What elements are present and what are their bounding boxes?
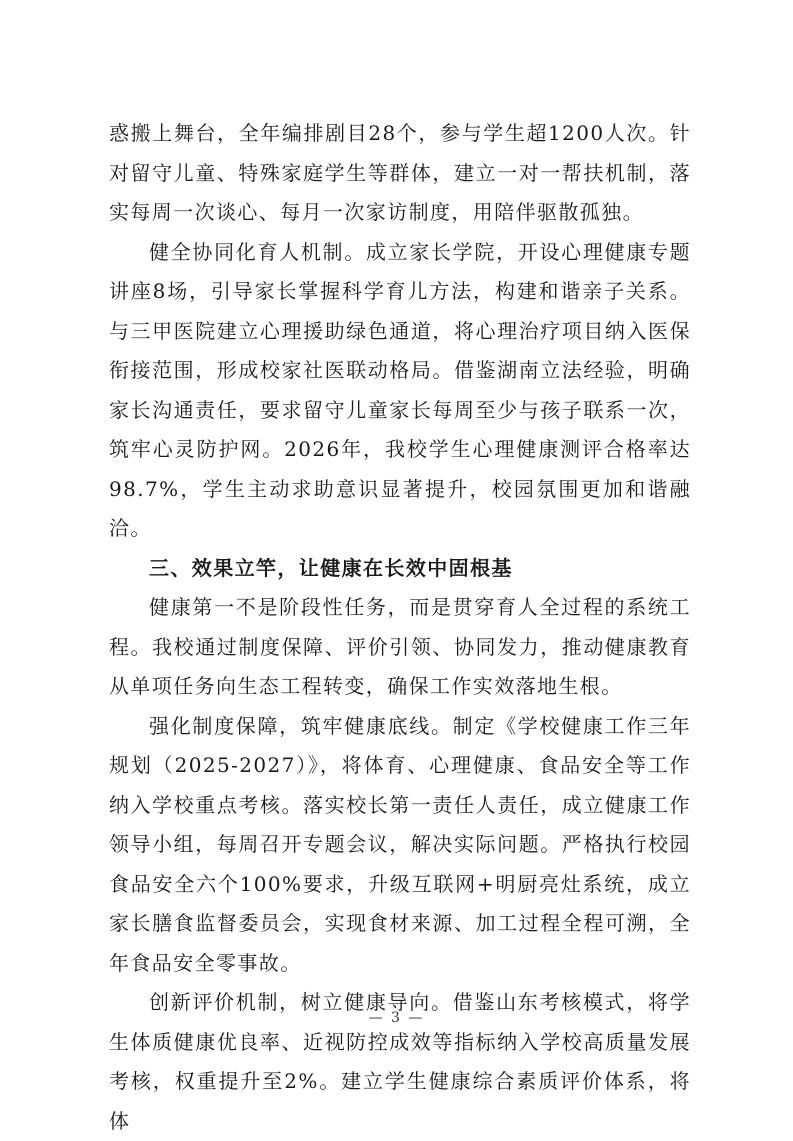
paragraph-evaluation-mechanism: 创新评价机制，树立健康导向。借鉴山东考核模式，将学生体质健康优良率、近视防控成效等指标纳入学校高质量发展考核，权重提升至2%。建立学生健康综合素质评价体系，将体 <box>109 990 691 1133</box>
paragraph-collaborative-education: 健全协同化育人机制。成立家长学院，开设心理健康专题讲座8场，引导家长掌握科学育儿方法，构建和谐亲子关系。与三甲医院建立心理援助绿色通道，将心理治疗项目纳入医保衔接范围，形成校家社医联动格局。借鉴湖南立法经验，明确家长沟通责任，要求留守儿童家长每周至少与孩子联系一次，筑牢心灵防护网。2026年，我校学生心理健康测评合格率达98.7%，学生主动求助意识显著提升，校园氛围更加和谐融洽。 <box>109 239 691 540</box>
section-heading-3: 三、效果立竿，让健康在长效中固根基 <box>149 555 513 580</box>
paragraph-health-first: 健康第一不是阶段性任务，而是贯穿育人全过程的系统工程。我校通过制度保障、评价引领、协同发力，推动健康教育从单项任务向生态工程转变，确保工作实效落地生根。 <box>109 595 691 698</box>
page-number: — 3 — <box>368 1010 425 1026</box>
paragraph-continuation: 惑搬上舞台，全年编排剧目28个，参与学生超1200人次。针对留守儿童、特殊家庭学生等群体，建立一对一帮扶机制，落实每周一次谈心、每月一次家访制度，用陪伴驱散孤独。 <box>109 121 691 224</box>
paragraph-institutional-guarantee: 强化制度保障，筑牢健康底线。制定《学校健康工作三年规划（2025-2027）》，将体育、心理健康、食品安全等工作纳入学校重点考核。落实校长第一责任人责任，成立健康工作领导小组，每周召开专题会议，解决实际问题。严格执行校园食品安全六个100%要求，升级互联网+明厨亮灶系统，成立家长膳食监督委员会，实现食材来源、加工过程全程可溯，全年食品安全零事故。 <box>109 713 691 975</box>
document-body <box>109 114 691 1141</box>
